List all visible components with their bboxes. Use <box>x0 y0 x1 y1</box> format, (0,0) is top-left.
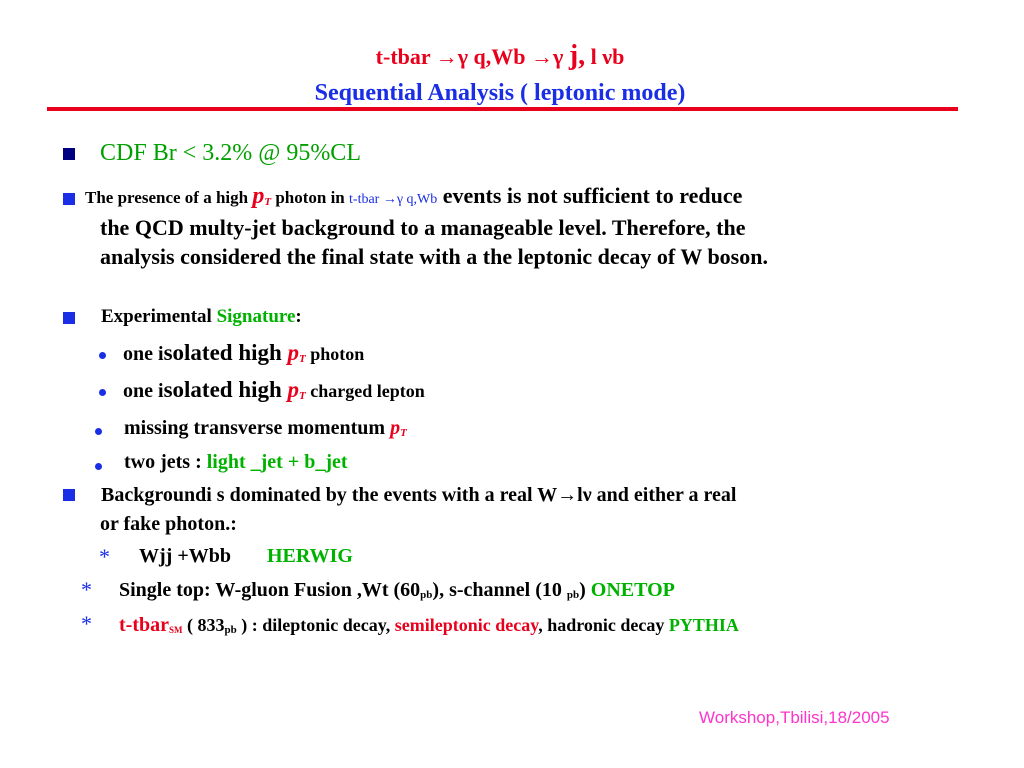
text: Wjj +Wbb <box>139 545 231 567</box>
slide-title-line1 <box>0 40 1000 72</box>
title-part: t-tbar →γ q,Wb →γ <box>375 44 569 69</box>
bullet-background-line2: or fake photon.: <box>100 513 237 535</box>
pt-subscript: T <box>264 196 272 208</box>
text: semileptonic decay <box>394 615 539 635</box>
unit: pb <box>566 589 580 601</box>
pt-symbol: p <box>287 377 300 402</box>
sm-subscript: SM <box>168 625 183 635</box>
square-bullet-icon <box>63 148 75 160</box>
background-item-ttbar <box>119 614 739 637</box>
text: one i <box>123 380 164 402</box>
generator-label: ONETOP <box>590 579 675 601</box>
footer-text: Workshop,Tbilisi,18/2005 <box>699 708 890 727</box>
signature-item-photon <box>123 340 364 366</box>
text: two jets : <box>124 451 207 473</box>
title-part-end: l νb <box>585 44 625 69</box>
text: events is not sufficient to reduce <box>437 183 743 208</box>
pt-subscript: T <box>299 390 306 402</box>
pt-subscript: T <box>299 353 306 365</box>
unit: pb <box>224 624 237 636</box>
background-item-wjj <box>139 545 353 568</box>
bullet-presence-line3: analysis considered the final state with a the leptonic decay of W boson. <box>100 244 768 269</box>
star-bullet-icon: * <box>81 611 92 636</box>
pt-subscript: T <box>400 427 407 439</box>
square-bullet-icon <box>63 193 75 205</box>
text: : <box>295 306 302 327</box>
text: solated high <box>163 377 288 402</box>
text: , hadronic decay <box>538 615 669 635</box>
unit: pb <box>420 589 433 601</box>
text: photon in <box>271 188 350 207</box>
text: t-tbar <box>119 614 169 636</box>
background-item-single-top <box>119 579 675 602</box>
text: ), s-channel (10 <box>432 579 567 601</box>
slide-title-line2: Sequential Analysis ( leptonic mode) <box>314 80 686 106</box>
generator-label: HERWIG <box>266 545 353 567</box>
text: The presence of a high <box>85 188 253 207</box>
signature-item-jets <box>124 451 348 474</box>
bullet-presence-line2: the QCD multy-jet background to a manageable level. Therefore, the <box>100 215 746 240</box>
title-j: j, <box>568 40 586 71</box>
signature-item-met <box>124 417 407 440</box>
signature-label: Signature <box>216 306 296 327</box>
bullet-presence-line1 <box>85 183 742 210</box>
dot-bullet-icon <box>99 389 106 396</box>
text: charged lepton <box>305 381 425 401</box>
bullet-background-line1: Backgroundi s dominated by the events with a real W→lν and either a real <box>101 484 737 506</box>
dot-bullet-icon <box>95 428 102 435</box>
text: Single top: W-gluon Fusion ,Wt (60 <box>119 579 421 601</box>
square-bullet-icon <box>63 489 75 501</box>
star-bullet-icon: * <box>81 577 92 602</box>
bullet-cdf: CDF Br < 3.2% @ 95%CL <box>100 140 361 166</box>
dot-bullet-icon <box>99 352 106 359</box>
star-bullet-icon: * <box>99 544 110 569</box>
jets-label: light _jet + b_jet <box>206 451 348 473</box>
dot-bullet-icon <box>95 463 102 470</box>
title-divider <box>47 107 958 111</box>
text: solated high <box>163 340 288 365</box>
square-bullet-icon <box>63 312 75 324</box>
text: Experimental <box>101 306 217 327</box>
text: one i <box>123 343 164 365</box>
text: ( 833 <box>182 615 225 635</box>
signature-item-lepton <box>123 377 425 403</box>
pt-symbol: p <box>252 183 265 209</box>
text: photon <box>305 344 365 364</box>
text: ) <box>579 579 591 601</box>
text: missing transverse momentum <box>124 417 391 439</box>
pt-symbol: p <box>287 340 300 365</box>
bullet-experimental <box>101 306 302 328</box>
text: ) : dileptonic decay, <box>236 615 395 635</box>
generator-label: PYTHIA <box>668 615 739 635</box>
process-label: t-tbar →γ q,Wb <box>349 192 438 207</box>
pt-symbol: p <box>390 417 401 439</box>
